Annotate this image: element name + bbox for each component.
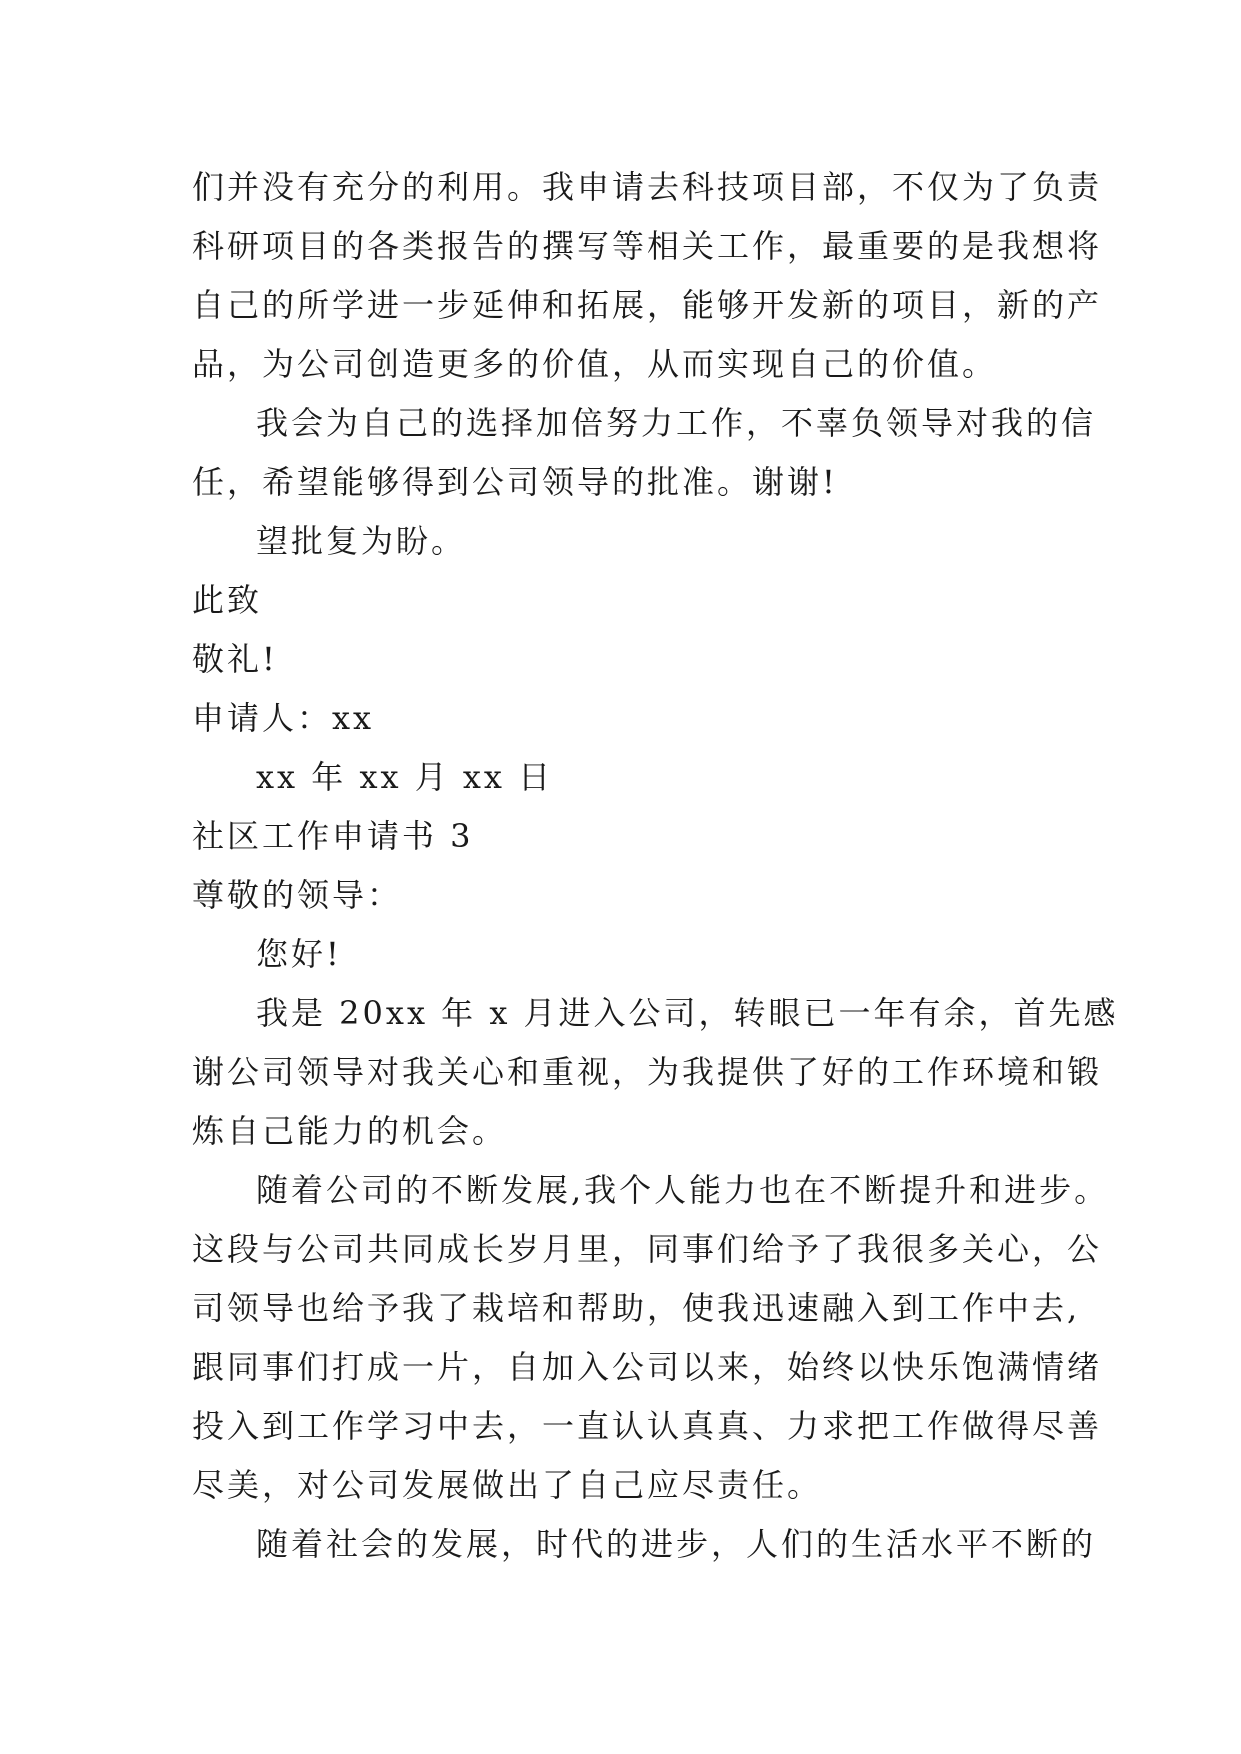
text-line: 我是 20xx 年 x 月进入公司，转眼已一年有余，首先感: [256, 994, 1119, 1032]
text-line: 望批复为盼。: [256, 522, 467, 560]
text-line: 们并没有充分的利用。我申请去科技项目部，不仅为了负责: [192, 168, 1103, 206]
text-line: 随着公司的不断发展,我个人能力也在不断提升和进步。: [256, 1171, 1110, 1209]
date-line: xx 年 xx 月 xx 日: [256, 758, 554, 796]
letter-hello: 您好!: [256, 935, 342, 973]
closing-regards: 敬礼!: [192, 640, 278, 678]
section-title: 社区工作申请书 3: [192, 817, 474, 855]
text-line: 尽美，对公司发展做出了自己应尽责任。: [192, 1466, 823, 1504]
text-line: 司领导也给予我了栽培和帮助，使我迅速融入到工作中去,: [192, 1289, 1081, 1327]
text-line: 炼自己能力的机会。: [192, 1112, 508, 1150]
text-line: 随着社会的发展，时代的进步，人们的生活水平不断的: [256, 1525, 1097, 1563]
text-line: 品，为公司创造更多的价值，从而实现自己的价值。: [192, 345, 998, 383]
text-line: 科研项目的各类报告的撰写等相关工作，最重要的是我想将: [192, 227, 1103, 265]
letter-greeting: 尊敬的领导：: [192, 876, 403, 914]
text-line: 任，希望能够得到公司领导的批准。谢谢!: [192, 463, 838, 501]
text-line: 投入到工作学习中去，一直认认真真、力求把工作做得尽善: [192, 1407, 1103, 1445]
document-body: [192, 158, 1119, 1574]
text-line: 这段与公司共同成长岁月里，同事们给予了我很多关心，公: [192, 1230, 1103, 1268]
text-line: 跟同事们打成一片，自加入公司以来，始终以快乐饱满情绪: [192, 1348, 1103, 1386]
closing-salutation: 此致: [192, 581, 263, 619]
text-line: 我会为自己的选择加倍努力工作，不辜负领导对我的信: [256, 404, 1097, 442]
applicant-signature: 申请人：xx: [192, 699, 375, 737]
text-line: 谢公司领导对我关心和重视，为我提供了好的工作环境和锻: [192, 1053, 1103, 1091]
text-line: 自己的所学进一步延伸和拓展，能够开发新的项目，新的产: [192, 286, 1103, 324]
